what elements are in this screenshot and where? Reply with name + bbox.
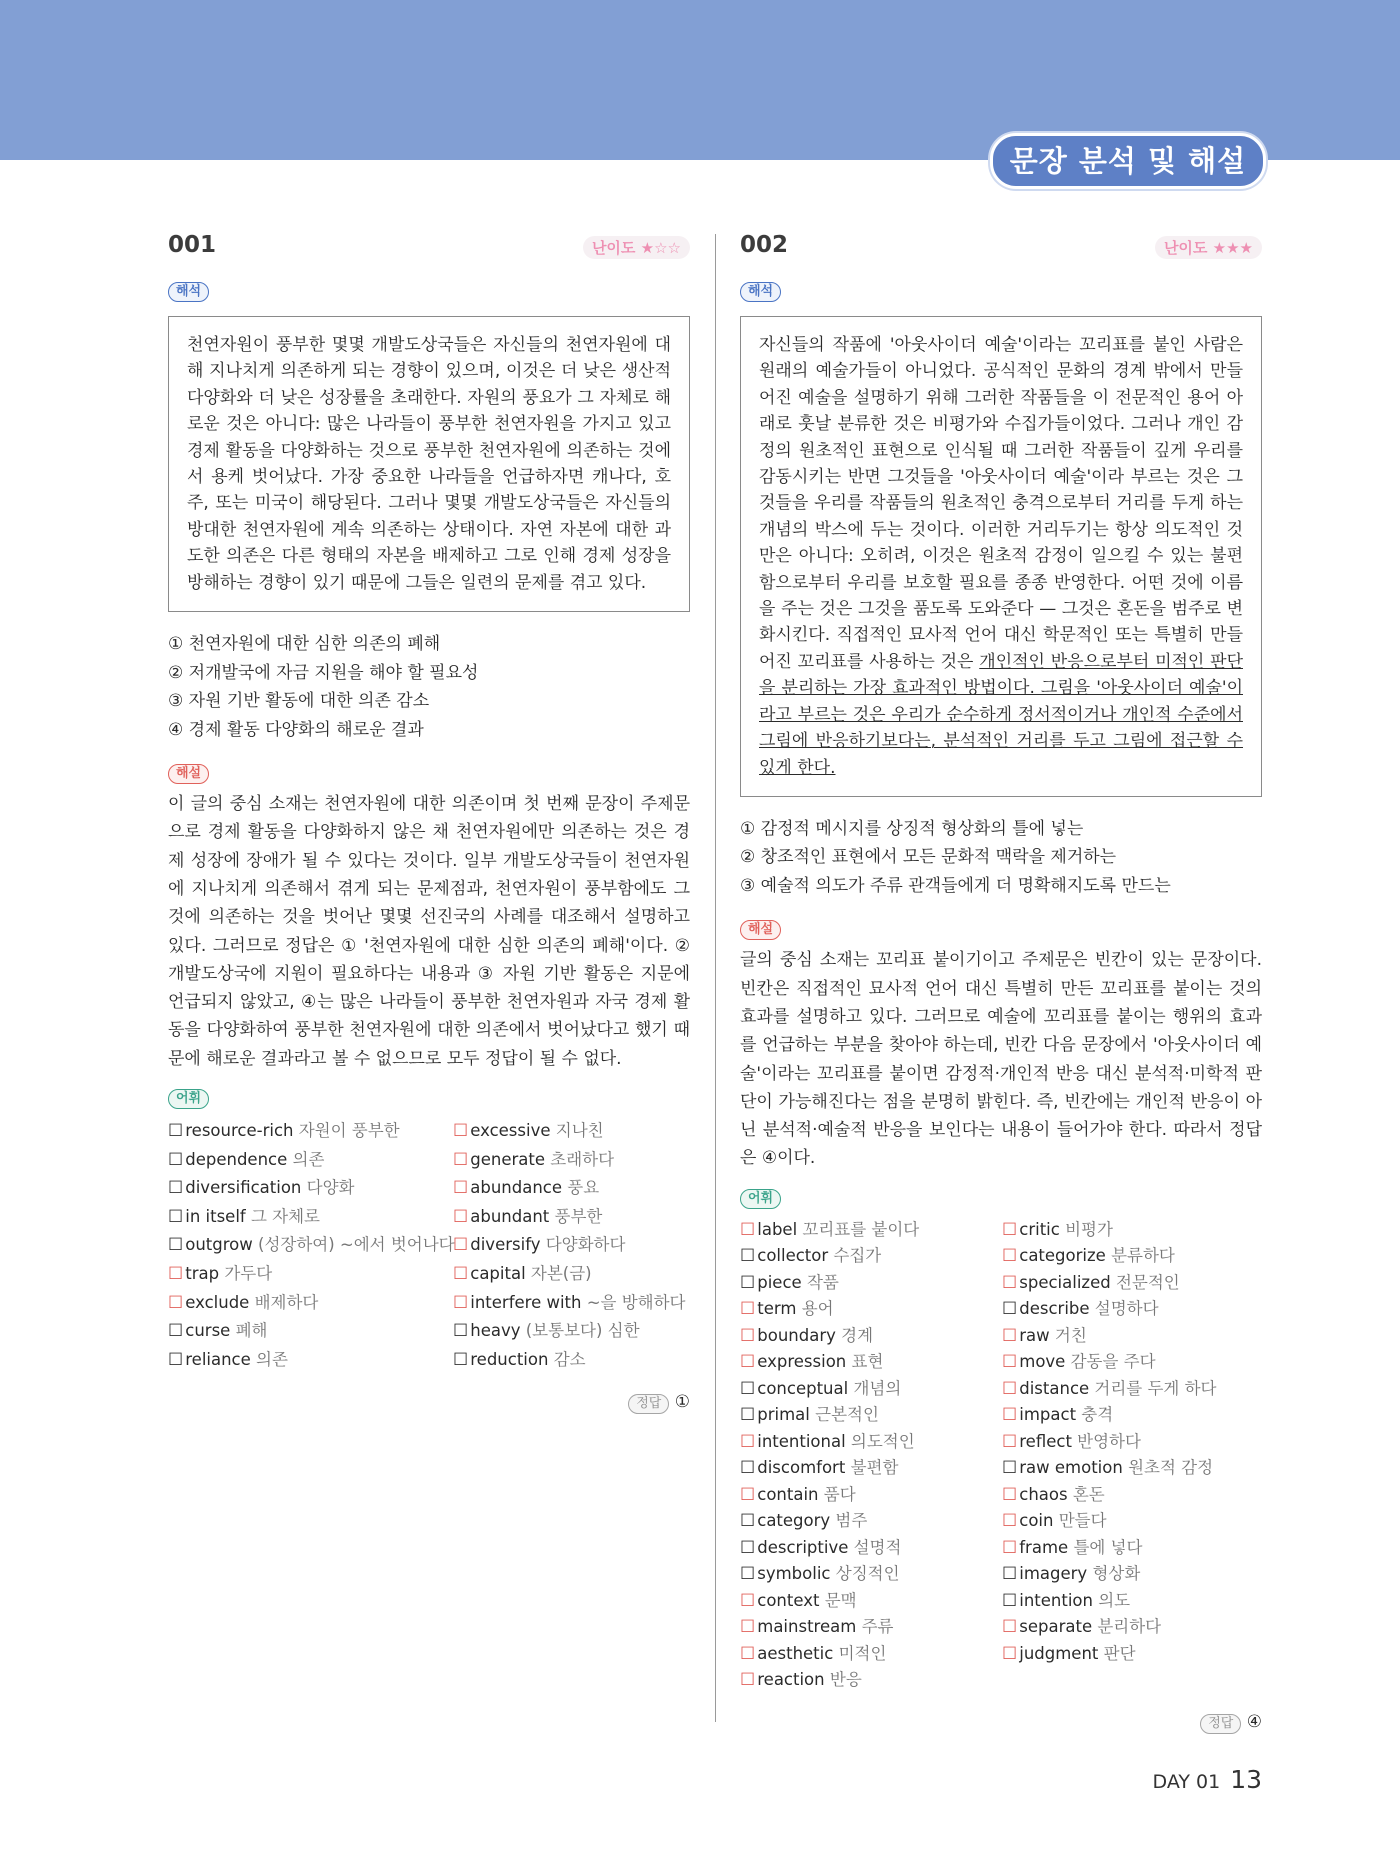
vocab-item — [1002, 1349, 1262, 1376]
checkbox-icon[interactable]: ☐ — [168, 1349, 184, 1370]
checkbox-icon[interactable]: ☐ — [168, 1149, 184, 1170]
vocab-item — [168, 1203, 453, 1232]
checkbox-icon[interactable]: ☐ — [1002, 1246, 1018, 1267]
vocab-item — [1002, 1482, 1262, 1509]
vocab-word: abundance — [470, 1178, 563, 1198]
checkbox-icon[interactable]: ☐ — [740, 1431, 756, 1452]
checkbox-icon[interactable]: ☐ — [740, 1352, 756, 1373]
checkbox-icon[interactable]: ☐ — [1002, 1537, 1018, 1558]
vocab-meaning: 범주 — [835, 1511, 868, 1531]
choice-item: ① 천연자원에 대한 심한 의존의 폐해 — [168, 634, 441, 655]
vocab-meaning: 자본(금) — [530, 1264, 592, 1283]
checkbox-icon[interactable]: ☐ — [168, 1178, 184, 1199]
translation-tag: 해석 — [740, 282, 781, 302]
checkbox-icon[interactable]: ☐ — [453, 1349, 469, 1370]
vocab-item — [740, 1535, 1002, 1562]
vocab-word: term — [757, 1299, 797, 1319]
difficulty-rating — [583, 236, 690, 259]
vocab-meaning: ~을 방해하다 — [586, 1292, 686, 1312]
vocab-meaning: 폐해 — [235, 1321, 268, 1341]
vocab-word: move — [1019, 1352, 1066, 1372]
vocab-item — [740, 1296, 1002, 1323]
question-002 — [740, 232, 1262, 1734]
vocab-item — [740, 1243, 1002, 1270]
vocab-meaning: 비평가 — [1065, 1219, 1113, 1239]
checkbox-icon[interactable]: ☐ — [168, 1292, 184, 1313]
checkbox-icon[interactable]: ☐ — [1002, 1405, 1018, 1426]
question-header — [168, 232, 690, 262]
checkbox-icon[interactable]: ☐ — [453, 1235, 469, 1256]
vocab-item — [453, 1231, 690, 1260]
vocab-word: discomfort — [757, 1458, 846, 1478]
vocab-word: mainstream — [757, 1617, 857, 1637]
vocabulary-tag: 어휘 — [740, 1189, 781, 1209]
vocab-column-2 — [453, 1117, 690, 1374]
vocab-meaning: 수집가 — [833, 1246, 882, 1266]
vocab-word: symbolic — [757, 1564, 831, 1584]
vocab-meaning: 설명적 — [853, 1537, 902, 1557]
vocab-item — [1002, 1614, 1262, 1641]
vocab-item — [740, 1270, 1002, 1297]
vocab-word: diversify — [470, 1235, 541, 1255]
vocab-item — [1002, 1641, 1262, 1668]
vocab-item — [740, 1402, 1002, 1429]
vocab-meaning: 그 자체로 — [250, 1206, 320, 1226]
vocab-word: dependence — [185, 1149, 288, 1169]
vocab-item — [1002, 1243, 1262, 1270]
vocab-meaning: 다양화 — [306, 1178, 355, 1198]
vocab-word: judgment — [1019, 1643, 1099, 1663]
translation-tag: 해석 — [168, 282, 209, 302]
vocab-meaning: 반응 — [829, 1670, 862, 1690]
choice-item: ② 창조적인 표현에서 모든 문화적 맥락을 제거하는 — [740, 847, 1117, 868]
difficulty-stars: ★★★ — [1212, 239, 1253, 257]
vocab-word: reflect — [1019, 1431, 1072, 1451]
vocabulary-list — [740, 1217, 1262, 1694]
vocab-word: curse — [185, 1321, 231, 1341]
checkbox-icon[interactable]: ☐ — [740, 1643, 756, 1664]
vocab-word: resource-rich — [185, 1121, 294, 1141]
vocab-item — [740, 1641, 1002, 1668]
checkbox-icon[interactable]: ☐ — [1002, 1511, 1018, 1532]
vocab-item — [740, 1429, 1002, 1456]
vocab-meaning: 불편함 — [850, 1458, 899, 1478]
checkbox-icon[interactable]: ☐ — [1002, 1378, 1018, 1399]
checkbox-icon[interactable]: ☐ — [740, 1511, 756, 1532]
vocab-word: primal — [757, 1405, 810, 1425]
vocab-item — [168, 1231, 453, 1260]
vocab-word: interfere with — [470, 1292, 582, 1312]
vocab-meaning: 초래하다 — [550, 1149, 615, 1169]
vocab-meaning: 배제하다 — [254, 1292, 319, 1312]
translation-text: 자신들의 작품에 '아웃사이더 예술'이라는 꼬리표를 붙인 사람은 원래의 예술가들이 아니었다. 공식적인 문화의 경계 밖에서 만들어진 예술을 설명하기 위해 그러한 작품들을 이 전문적인 용어 아래로 훗날 분류한 것은 비평가와 수집가들이었다. 그러나 개인 감정의 원초적인 표현으로 인식될 때 그러한 작품들이 깊게 우리를 감동시키는 반면 그것들을 '아웃사이더 예술'이라 부르는 것은 그것들을 우리를 작품들의 원초적인 충격으로부터 거리를 두게 하는 개념의 박스에 두는 것이다. 이러한 거리두기는 항상 의도적인 것만은 아니다: 오히려, 이것은 원초적 감정이 일으킬 수 있는 불편함으로부터 우리를 보호할 필요를 종종 반영한다. 어떤 것에 이름을 주는 것은 그것을 품도록 도와준다 — 그것은 혼돈을 범주로 변화시킨다. 직접적인 묘사적 언어 대신 학문적인 또는 특별히 만들어진 꼬리표를 사용하는 것은 — [759, 335, 1243, 672]
vocab-item — [740, 1561, 1002, 1588]
vocab-item — [168, 1146, 453, 1175]
vocab-word: generate — [470, 1149, 545, 1169]
choices-list — [168, 630, 690, 744]
vocab-word: distance — [1019, 1378, 1090, 1398]
vocab-meaning: 풍요 — [567, 1178, 600, 1198]
vocab-meaning: 의도적인 — [850, 1431, 915, 1451]
vocab-meaning: 형상화 — [1092, 1564, 1141, 1584]
checkbox-icon[interactable]: ☐ — [1002, 1299, 1018, 1320]
vocab-meaning: 미적인 — [838, 1643, 887, 1663]
vocab-item — [740, 1588, 1002, 1615]
vocab-item — [453, 1260, 690, 1289]
checkbox-icon[interactable]: ☐ — [453, 1292, 469, 1313]
vocab-word: separate — [1019, 1617, 1093, 1637]
vocab-meaning: 분리하다 — [1097, 1617, 1162, 1637]
vocab-meaning: 다양화하다 — [545, 1235, 626, 1255]
vocab-word: raw — [1019, 1325, 1050, 1345]
checkbox-icon[interactable]: ☐ — [168, 1235, 184, 1256]
vocab-item — [1002, 1217, 1262, 1244]
vocab-column-2 — [1002, 1217, 1262, 1694]
checkbox-icon[interactable]: ☐ — [740, 1405, 756, 1426]
checkbox-icon[interactable]: ☐ — [740, 1299, 756, 1320]
vocab-meaning: 의존 — [292, 1149, 325, 1169]
vocab-meaning: 가두다 — [224, 1264, 273, 1283]
answer-value: ① — [674, 1392, 690, 1413]
vocab-word: abundant — [470, 1206, 550, 1226]
choice-item: ③ 자원 기반 활동에 대한 의존 감소 — [168, 691, 430, 712]
vocab-meaning: 풍부한 — [554, 1206, 603, 1226]
checkbox-icon[interactable]: ☐ — [1002, 1325, 1018, 1346]
vocab-meaning: 꼬리표를 붙이다 — [802, 1219, 920, 1239]
vocab-word: critic — [1019, 1219, 1060, 1239]
vocab-item — [453, 1346, 690, 1375]
checkbox-icon[interactable]: ☐ — [1002, 1643, 1018, 1664]
vocab-column-1 — [168, 1117, 453, 1374]
vocab-word: chaos — [1019, 1484, 1068, 1504]
vocab-word: reduction — [470, 1349, 549, 1369]
vocab-meaning: 전문적인 — [1115, 1272, 1180, 1292]
vocab-meaning: 문맥 — [824, 1590, 857, 1610]
vocab-meaning: 의도 — [1098, 1590, 1131, 1610]
vocab-item — [1002, 1402, 1262, 1429]
vocab-item — [168, 1289, 453, 1318]
vocab-item — [453, 1146, 690, 1175]
checkbox-icon[interactable]: ☐ — [453, 1206, 469, 1227]
vocab-meaning: 거리를 두게 하다 — [1094, 1378, 1217, 1398]
vocab-item — [740, 1455, 1002, 1482]
checkbox-icon[interactable]: ☐ — [740, 1272, 756, 1293]
checkbox-icon[interactable]: ☐ — [1002, 1590, 1018, 1611]
vocab-item — [1002, 1588, 1262, 1615]
page-number: 13 — [1230, 1765, 1262, 1794]
checkbox-icon[interactable]: ☐ — [1002, 1272, 1018, 1293]
vocab-meaning: 설명하다 — [1094, 1299, 1159, 1319]
vocab-item — [740, 1217, 1002, 1244]
choice-item: ③ 예술적 의도가 주류 관객들에게 더 명확해지도록 만드는 — [740, 875, 1171, 896]
answer-value: ④ — [1246, 1711, 1262, 1732]
page-footer — [1153, 1765, 1262, 1794]
checkbox-icon[interactable]: ☐ — [1002, 1458, 1018, 1479]
vocab-item — [740, 1349, 1002, 1376]
vocab-word: reliance — [185, 1349, 251, 1369]
vocab-word: trap — [185, 1264, 220, 1283]
column-divider — [715, 234, 716, 1722]
vocab-meaning: 반영하다 — [1077, 1431, 1141, 1451]
vocab-word: outgrow — [185, 1235, 253, 1255]
checkbox-icon[interactable]: ☐ — [1002, 1564, 1018, 1585]
checkbox-icon[interactable]: ☐ — [453, 1321, 469, 1342]
vocab-word: coin — [1019, 1511, 1054, 1531]
vocab-word: raw emotion — [1019, 1458, 1123, 1478]
vocab-meaning: 감소 — [553, 1349, 586, 1369]
vocab-word: capital — [470, 1264, 526, 1283]
checkbox-icon[interactable]: ☐ — [740, 1458, 756, 1479]
vocab-word: categorize — [1019, 1246, 1106, 1266]
explanation-tag: 해설 — [740, 920, 781, 940]
vocabulary-list — [168, 1117, 690, 1374]
vocab-item — [740, 1376, 1002, 1403]
vocab-word: conceptual — [757, 1378, 849, 1398]
vocab-item — [740, 1508, 1002, 1535]
answer-row — [168, 1392, 690, 1414]
checkbox-icon[interactable]: ☐ — [1002, 1431, 1018, 1452]
vocab-item — [1002, 1508, 1262, 1535]
checkbox-icon[interactable]: ☐ — [453, 1121, 469, 1142]
checkbox-icon[interactable]: ☐ — [168, 1206, 184, 1227]
vocab-word: collector — [757, 1246, 829, 1266]
vocab-item — [1002, 1455, 1262, 1482]
vocab-word: imagery — [1019, 1564, 1088, 1584]
vocab-meaning: 지나친 — [555, 1121, 604, 1141]
vocab-meaning: 분류하다 — [1111, 1246, 1175, 1266]
checkbox-icon[interactable]: ☐ — [168, 1264, 184, 1284]
vocab-item — [453, 1289, 690, 1318]
vocab-item — [740, 1482, 1002, 1509]
vocab-item — [168, 1174, 453, 1203]
vocab-item — [168, 1260, 453, 1289]
checkbox-icon[interactable]: ☐ — [740, 1670, 756, 1691]
vocab-item — [168, 1346, 453, 1375]
choice-item: ② 저개발국에 자금 지원을 해야 할 필요성 — [168, 662, 479, 683]
vocab-word: descriptive — [757, 1537, 849, 1557]
vocab-meaning: 경계 — [841, 1325, 874, 1345]
vocab-meaning: (보통보다) 심한 — [525, 1321, 640, 1341]
vocab-item — [740, 1667, 1002, 1694]
vocab-item — [1002, 1296, 1262, 1323]
vocab-word: aesthetic — [757, 1643, 834, 1663]
choice-item: ① 감정적 메시지를 상징적 형상화의 틀에 넣는 — [740, 818, 1084, 839]
vocab-meaning: 용어 — [801, 1299, 834, 1319]
choices-list — [740, 815, 1262, 901]
vocab-word: label — [757, 1219, 798, 1239]
checkbox-icon[interactable]: ☐ — [740, 1484, 756, 1505]
explanation-text: 글의 중심 소재는 꼬리표 붙이기이고 주제문은 빈칸이 있는 문장이다. 빈칸은 직접적인 묘사적 언어 대신 특별히 만든 꼬리표를 붙이는 것의 효과를 설명하고 있다. 그러므로 예술에 꼬리표를 붙이는 행위의 효과를 언급하는 부분을 찾아야 하는데, 빈칸 다음 문장에서 '아웃사이더 예술'이라는 꼬리표를 붙이면 감정적·개인적 반응 대신 분석적·미학적 판단이 가능해진다는 점을 분명히 밝힌다. 즉, 빈칸에는 개인적 반응이 아닌 분석적·예술적 반응을 보인다는 내용이 들어가야 한다. 따라서 정답은 ④이다. — [740, 950, 1262, 1169]
vocab-word: exclude — [185, 1292, 250, 1312]
vocab-item — [453, 1174, 690, 1203]
choice-item: ④ 경제 활동 다양화의 해로운 결과 — [168, 719, 424, 740]
vocab-meaning: 개념의 — [853, 1378, 902, 1398]
section-title-badge: 문장 분석 및 해설 — [990, 133, 1266, 189]
vocab-meaning: 판단 — [1103, 1643, 1136, 1663]
checkbox-icon[interactable]: ☐ — [453, 1149, 469, 1170]
vocab-word: context — [757, 1590, 820, 1610]
vocab-item — [1002, 1561, 1262, 1588]
day-label: DAY 01 — [1152, 1771, 1221, 1793]
vocab-word: specialized — [1019, 1272, 1111, 1292]
vocab-word: impact — [1019, 1405, 1077, 1425]
question-number: 001 — [168, 232, 217, 258]
explanation-text: 이 글의 중심 소재는 천연자원에 대한 의존이며 첫 번째 문장이 주제문으로 경제 활동을 다양화하지 않은 채 천연자원에만 의존하는 것은 경제 성장에 장애가 될 수 있다는 것이다. 일부 개발도상국들이 천연자원에 지나치게 의존해서 겪게 되는 문제점과, 천연자원이 풍부함에도 그것에 의존하는 것을 벗어난 몇몇 선진국의 사례를 대조해서 설명하고 있다. 그러므로 정답은 ① '천연자원에 대한 심한 의존의 폐해'이다. ② 개발도상국에 지원이 필요하다는 내용과 ③ 자원 기반 활동은 지문에 언급되지 않았고, ④는 많은 나라들이 풍부한 천연자원과 자국 경제 활동을 다양화하여 풍부한 천연자원에 대한 의존에서 벗어났다고 했기 때문에 해로운 결과라고 볼 수 없으므로 모두 정답이 될 수 없다. — [168, 794, 690, 1069]
vocab-meaning: 혼돈 — [1072, 1484, 1105, 1504]
checkbox-icon[interactable]: ☐ — [168, 1321, 184, 1342]
vocab-item — [740, 1614, 1002, 1641]
checkbox-icon[interactable]: ☐ — [740, 1325, 756, 1346]
vocab-word: boundary — [757, 1325, 836, 1345]
vocab-item — [1002, 1270, 1262, 1297]
checkbox-icon[interactable]: ☐ — [740, 1564, 756, 1585]
vocab-word: heavy — [470, 1321, 521, 1341]
vocab-meaning: 충격 — [1081, 1405, 1114, 1425]
vocab-item — [453, 1203, 690, 1232]
checkbox-icon[interactable]: ☐ — [168, 1121, 184, 1142]
difficulty-rating — [1155, 236, 1262, 259]
vocab-word: excessive — [470, 1121, 551, 1141]
vocab-word: expression — [757, 1352, 847, 1372]
checkbox-icon[interactable]: ☐ — [740, 1590, 756, 1611]
vocab-item — [1002, 1535, 1262, 1562]
vocab-meaning: 주류 — [861, 1617, 894, 1637]
vocab-meaning: 만들다 — [1058, 1511, 1107, 1531]
checkbox-icon[interactable]: ☐ — [740, 1246, 756, 1267]
question-number: 002 — [740, 232, 789, 258]
vocab-item — [740, 1323, 1002, 1350]
vocab-meaning: 원초적 감정 — [1128, 1458, 1214, 1478]
answer-tag: 정답 — [628, 1394, 669, 1414]
translation-underlined-text: 개인적인 반응으로부터 미적인 판단을 분리하는 가장 효과적인 방법이다. 그림을 '아웃사이더 예술'이라고 부르는 것은 우리가 순수하게 정서적이거나 개인적 수준에서 그림에 반응하기보다는, 분석적인 거리를 두고 그림에 접근할 수 있게 한다. — [759, 651, 1243, 778]
vocab-item — [453, 1317, 690, 1346]
vocab-meaning: 근본적인 — [815, 1405, 879, 1425]
vocab-word: category — [757, 1511, 831, 1531]
vocab-word: intention — [1019, 1590, 1093, 1610]
vocab-word: contain — [757, 1484, 819, 1504]
difficulty-label: 난이도 — [1163, 239, 1208, 257]
vocab-item — [168, 1117, 453, 1146]
answer-row — [740, 1712, 1262, 1734]
vocab-item — [1002, 1429, 1262, 1456]
answer-tag: 정답 — [1200, 1714, 1241, 1734]
vocab-column-1 — [740, 1217, 1002, 1694]
checkbox-icon[interactable]: ☐ — [453, 1264, 469, 1284]
vocab-item — [168, 1317, 453, 1346]
checkbox-icon[interactable]: ☐ — [740, 1378, 756, 1399]
explanation-tag: 해설 — [168, 764, 209, 784]
vocab-meaning: (성장하여) ~에서 벗어나다 — [258, 1235, 455, 1255]
vocab-word: piece — [757, 1272, 802, 1292]
difficulty-label: 난이도 — [591, 239, 636, 257]
vocab-word: in itself — [185, 1206, 246, 1226]
vocab-meaning: 거친 — [1054, 1325, 1087, 1345]
checkbox-icon[interactable]: ☐ — [453, 1178, 469, 1199]
vocab-item — [1002, 1323, 1262, 1350]
vocab-meaning: 상징적인 — [835, 1564, 900, 1584]
vocab-word: describe — [1019, 1299, 1090, 1319]
vocab-meaning: 의존 — [256, 1349, 288, 1369]
vocab-meaning: 표현 — [851, 1352, 884, 1372]
question-header — [740, 232, 1262, 262]
vocab-meaning: 감동을 주다 — [1070, 1352, 1156, 1372]
checkbox-icon[interactable]: ☐ — [740, 1219, 756, 1240]
vocab-meaning: 품다 — [823, 1484, 856, 1504]
checkbox-icon[interactable]: ☐ — [1002, 1352, 1018, 1373]
vocab-item — [453, 1117, 690, 1146]
checkbox-icon[interactable]: ☐ — [1002, 1484, 1018, 1505]
translation-box: 천연자원이 풍부한 몇몇 개발도상국들은 자신들의 천연자원에 대해 지나치게 의존하게 되는 경향이 있으며, 이것은 더 낮은 생산적 다양화와 더 낮은 성장률을 초래한다. 자원의 풍요가 그 자체로 해로운 것은 아니다: 많은 나라들이 풍부한 천연자원을 가지고 있고 경제 활동을 다양화하는 것으로 풍부한 천연자원에 의존하는 것에서 용케 벗어났다. 가장 중요한 나라들을 언급하자면 캐나다, 호주, 또는 미국이 해당된다. 그러나 몇몇 개발도상국들은 자신들의 방대한 천연자원에 계속 의존하는 상태이다. 자연 자본에 대한 과도한 의존은 다른 형태의 자본을 배제하고 그로 인해 경제 성장을 방해하는 경향이 있기 때문에 그들은 일련의 문제를 겪고 있다. — [168, 316, 690, 612]
checkbox-icon[interactable]: ☐ — [740, 1537, 756, 1558]
difficulty-stars: ★☆☆ — [640, 239, 681, 257]
vocab-word: intentional — [757, 1431, 846, 1451]
translation-box — [740, 316, 1262, 797]
checkbox-icon[interactable]: ☐ — [1002, 1219, 1018, 1240]
question-001 — [168, 232, 690, 1414]
vocab-word: frame — [1019, 1537, 1069, 1557]
vocab-word: reaction — [757, 1670, 825, 1690]
vocab-meaning: 작품 — [806, 1272, 839, 1292]
checkbox-icon[interactable]: ☐ — [740, 1617, 756, 1638]
vocabulary-tag: 어휘 — [168, 1089, 209, 1109]
vocab-meaning: 틀에 넣다 — [1073, 1537, 1143, 1557]
vocab-item — [1002, 1376, 1262, 1403]
vocab-word: diversification — [185, 1178, 302, 1198]
vocab-meaning: 자원이 풍부한 — [298, 1121, 400, 1141]
checkbox-icon[interactable]: ☐ — [1002, 1617, 1018, 1638]
